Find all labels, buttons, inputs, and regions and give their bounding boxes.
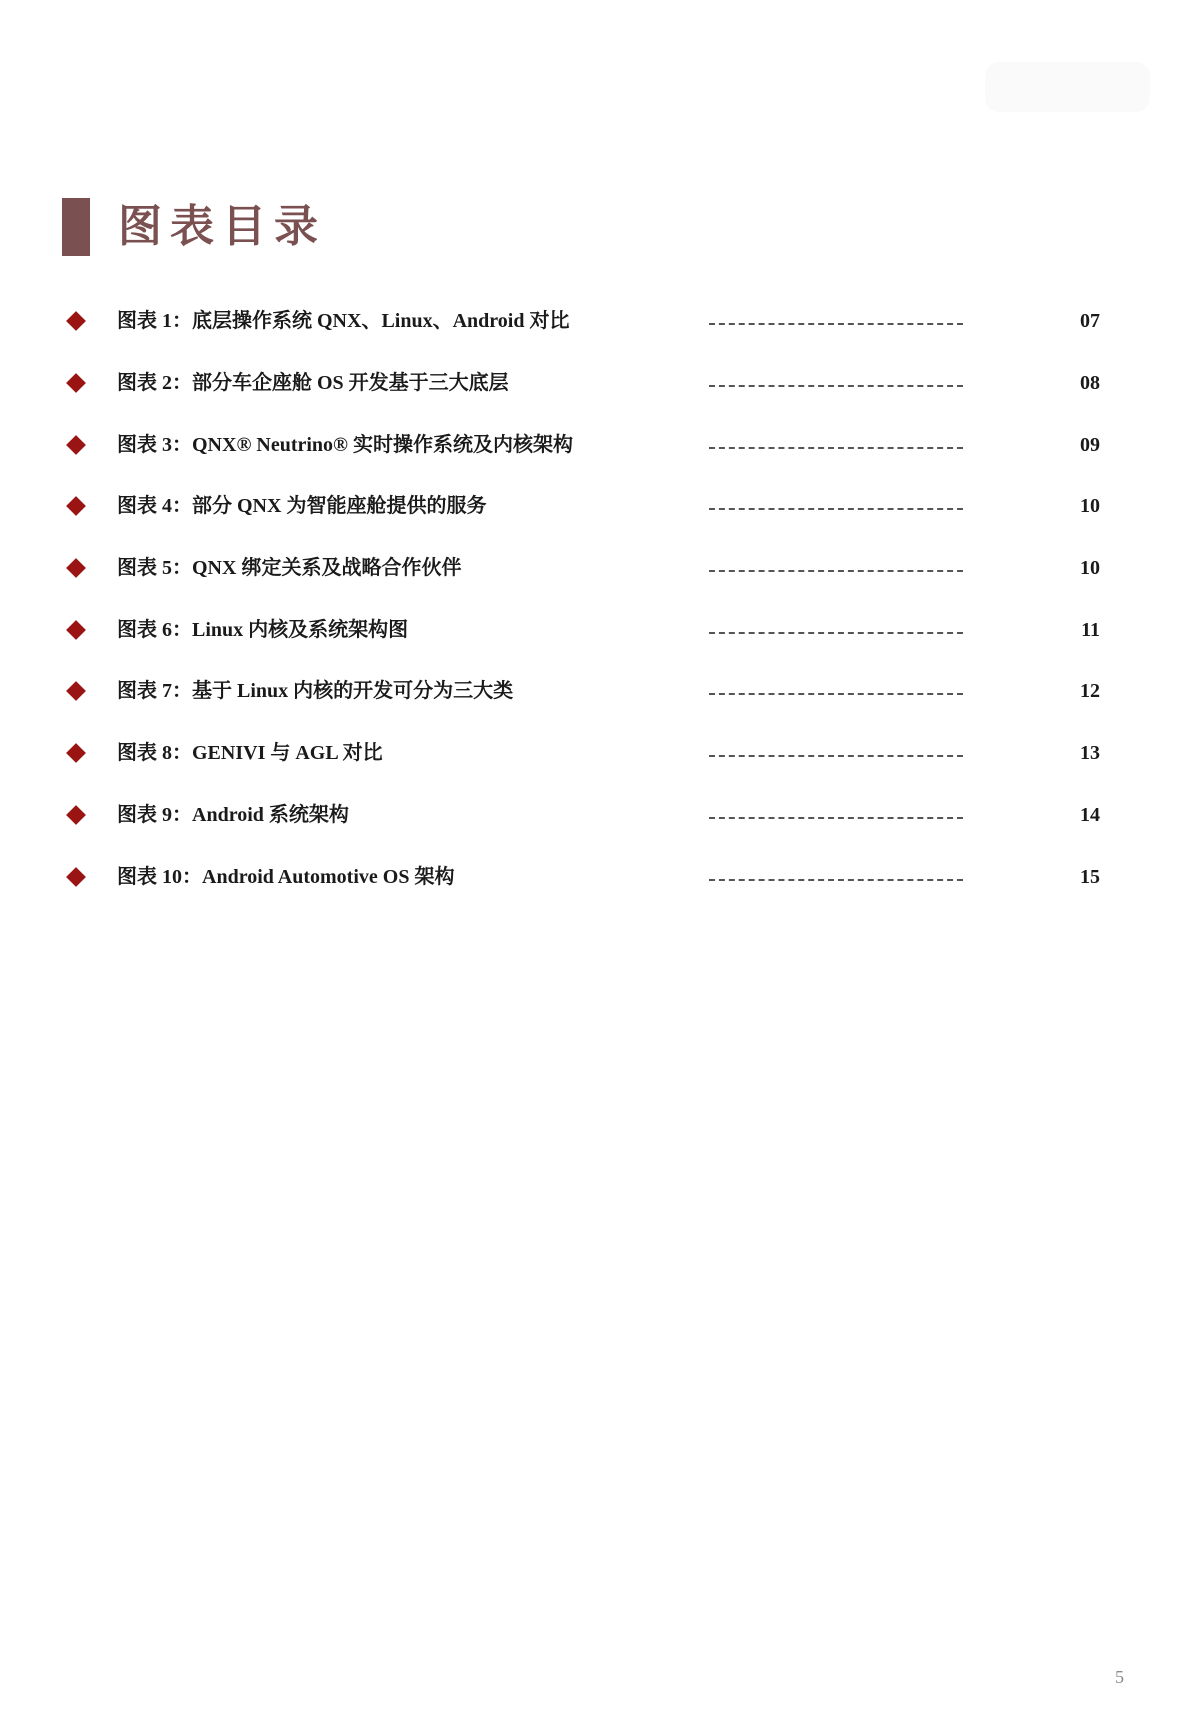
toc-entry-label: 图表 5：QNX 绑定关系及战略合作伙伴: [117, 557, 462, 579]
toc-entry[interactable]: [0, 432, 1200, 464]
toc-entry-page: 15: [1080, 866, 1100, 888]
diamond-bullet-icon: [66, 620, 86, 640]
dotted-leader: [709, 447, 963, 449]
diamond-bullet-icon: [66, 311, 86, 331]
toc-entry-page: 14: [1080, 804, 1100, 826]
toc-entry-page: 08: [1080, 372, 1100, 394]
dotted-leader: [709, 817, 963, 819]
toc-entry[interactable]: [0, 678, 1200, 710]
dotted-leader: [709, 755, 963, 757]
toc-entry-label: 图表 3：QNX® Neutrino® 实时操作系统及内核架构: [117, 434, 573, 456]
toc-entry[interactable]: [0, 864, 1200, 896]
toc-entry[interactable]: [0, 617, 1200, 649]
diamond-bullet-icon: [66, 496, 86, 516]
toc-heading: [62, 198, 326, 256]
toc-entry-label: 图表 2：部分车企座舱 OS 开发基于三大底层: [117, 372, 509, 394]
toc-entry[interactable]: [0, 740, 1200, 772]
dotted-leader: [709, 632, 963, 634]
toc-entry-page: 13: [1080, 742, 1100, 764]
dotted-leader: [709, 879, 963, 881]
dotted-leader: [709, 385, 963, 387]
toc-entry[interactable]: [0, 370, 1200, 402]
diamond-bullet-icon: [66, 805, 86, 825]
page-number: 5: [1115, 1667, 1124, 1687]
toc-entry-label: 图表 4：部分 QNX 为智能座舱提供的服务: [117, 495, 487, 517]
toc-entry-page: 07: [1080, 310, 1100, 332]
toc-entry-page: 10: [1080, 557, 1100, 579]
toc-entry-page: 12: [1080, 680, 1100, 702]
toc-entry[interactable]: [0, 308, 1200, 340]
toc-entry-label: 图表 9：Android 系统架构: [117, 804, 349, 826]
toc-entry-label: 图表 1：底层操作系统 QNX、Linux、Android 对比: [117, 310, 570, 332]
toc-entry-label: 图表 6：Linux 内核及系统架构图: [117, 619, 409, 641]
diamond-bullet-icon: [66, 743, 86, 763]
diamond-bullet-icon: [66, 867, 86, 887]
diamond-bullet-icon: [66, 558, 86, 578]
diamond-bullet-icon: [66, 435, 86, 455]
dotted-leader: [709, 693, 963, 695]
dotted-leader: [709, 508, 963, 510]
dotted-leader: [709, 323, 963, 325]
dotted-leader: [709, 570, 963, 572]
toc-entry-page: 09: [1080, 434, 1100, 456]
heading-accent-bar: [62, 198, 90, 256]
page-title: 图表目录: [118, 201, 326, 252]
toc-entry[interactable]: [0, 493, 1200, 525]
toc-entry-label: 图表 10：Android Automotive OS 架构: [117, 866, 455, 888]
logo-watermark: [985, 62, 1150, 112]
toc-entry-page: 10: [1080, 495, 1100, 517]
toc-entry-page: 11: [1081, 619, 1100, 641]
toc-entry-label: 图表 8：GENIVI 与 AGL 对比: [117, 742, 383, 764]
toc-entry[interactable]: [0, 802, 1200, 834]
diamond-bullet-icon: [66, 681, 86, 701]
toc-entry[interactable]: [0, 555, 1200, 587]
diamond-bullet-icon: [66, 373, 86, 393]
toc-entry-label: 图表 7：基于 Linux 内核的开发可分为三大类: [117, 680, 514, 702]
